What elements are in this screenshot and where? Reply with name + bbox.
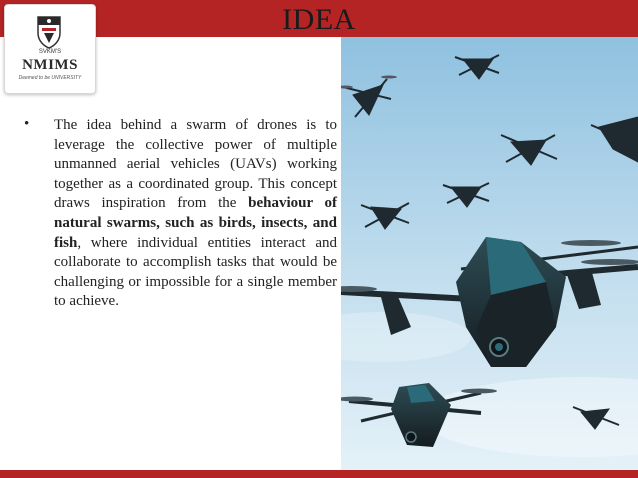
drone-swarm-illustration (341, 37, 638, 470)
logo-tagline-text: Deemed to be UNIVERSITY (18, 75, 82, 81)
logo-org-text: SVKM'S (38, 49, 62, 55)
logo-name-text: NMIMS (22, 57, 78, 73)
university-logo (4, 4, 96, 94)
footer-bar (0, 470, 638, 478)
idea-paragraph (54, 116, 337, 312)
university-seal-icon (35, 15, 63, 49)
drone-swarm-photo (341, 37, 638, 470)
paragraph-outro: , where individual entities interact and collaborate to accomplish tasks that would be challenging or impossible for a single member to achieve. (54, 234, 337, 310)
slide-title: IDEA (282, 3, 356, 36)
bullet-marker: • (24, 116, 30, 132)
paragraph-emphasis: behaviour of natural swarms, such as birds, insects, and fish (54, 195, 338, 251)
paragraph-intro: The idea behind a swarm of drones is to leverage the collective power of multiple unmanned aerial vehicles (UAVs) working together as a coordinated group. This concept draws inspiration from the (54, 117, 337, 212)
